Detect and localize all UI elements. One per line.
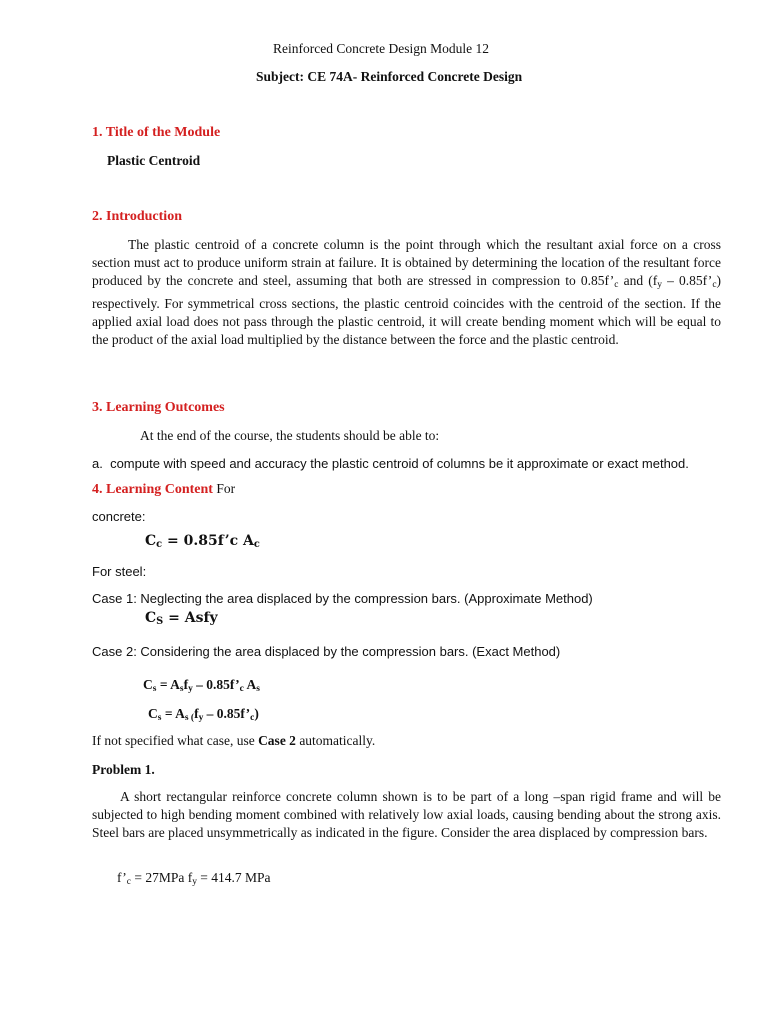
given-values: $f’_c = 27MPa$ $f_y = 414.7$ MPa	[117, 870, 271, 887]
header-line-2: Subject: CE 74A- Reinforced Concrete Design	[256, 69, 523, 84]
outcome-text: compute with speed and accuracy the plastic centroid of columns be it approximate or exact method.	[110, 456, 689, 471]
concrete-label: concrete:	[92, 509, 146, 524]
section-2-heading: 2. Introduction	[92, 209, 182, 224]
section-3-heading: 3. Learning Outcomes	[92, 400, 225, 415]
case-2-text: Case 2: Considering the area displaced by the compression bars. (Exact Method)	[92, 644, 561, 659]
case-1-text: Case 1: Neglecting the area displaced by the compression bars. (Approximate Method)	[92, 591, 593, 606]
formula-steel-case-2b: $C_s = A_{s (}f_y$ – $0.85f’_c$)	[148, 706, 259, 723]
outcome-item	[92, 456, 689, 471]
introduction-paragraph: The plastic centroid of a concrete column is the point through which the resultant axial force on a cross section must act to produce uniform strain at failure. It is obtained by determining the location of the resultant force produced by the concrete and steel, assuming that both are stressed in compression to $0.85f’_c$ and ($f_y$ – $0.85f’_c$) respectively. For symmetrical cross sections, the plastic centroid coincides with the centroid of the section. If the applied axial load does not pass through the plastic centroid, it will create bending moment which will be equal to the product of the axial load multiplied by the distance between the force and the plastic centroid.	[92, 237, 722, 348]
section-1-heading: 1. Title of the Module	[92, 125, 221, 140]
section-4-heading: 4. Learning Content For	[92, 481, 236, 497]
problem-heading: Problem 1.	[92, 762, 155, 777]
header-line-1: Reinforced Concrete Design Module 12	[273, 41, 489, 56]
module-title: Plastic Centroid	[107, 153, 201, 168]
learning-outcomes-intro: At the end of the course, the students should be able to:	[140, 428, 440, 443]
problem-statement: A short rectangular reinforce concrete column shown is to be part of a long –span rigid frame and will be subjected to high bending moment combined with relatively low axial loads, causing bending about the strong axis. Steel bars are placed unsymmetrically as indicated in the figure. Consider the area displaced by compression bars.	[92, 789, 721, 841]
formula-steel-case-1: $C_S$ = Asfy	[145, 610, 218, 627]
outcome-marker: a.	[92, 456, 103, 471]
case-default-note: If not specified what case, use Case 2 automatically.	[92, 733, 376, 748]
formula-steel-case-2a: $C_s = A_sf_y$ – $0.85f’_c$ $A_s$	[143, 677, 260, 694]
formula-concrete-force: $C_c$ = 0.85f’c $A_c$	[145, 533, 260, 550]
steel-label: For steel:	[92, 564, 147, 579]
